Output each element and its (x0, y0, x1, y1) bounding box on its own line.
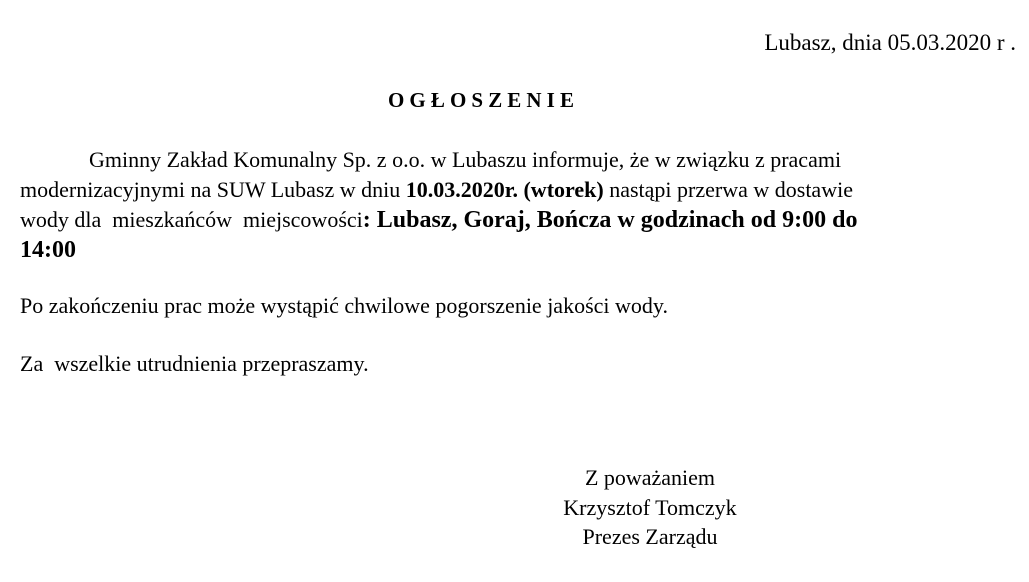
paragraph-line-1: Gminny Zakład Komunalny Sp. z o.o. w Lubaszu informuje, że w związku z pracami (89, 147, 842, 172)
outage-end-time: 14:00 (20, 237, 76, 263)
paragraph-line-3 (20, 205, 1010, 235)
announcement-paragraph (20, 145, 1010, 265)
place-date: Lubasz, dnia 05.03.2020 r . (764, 30, 1016, 55)
line2-text-before: modernizacyjnymi na SUW Lubasz w dniu (20, 177, 406, 202)
announcement-title: OGŁOSZENIE (388, 88, 580, 112)
outage-locations-hours: : Lubasz, Goraj, Bończa w godzinach od 9:00 do (362, 207, 858, 233)
apology-text: Za wszelkie utrudnienia przepraszamy. (20, 351, 369, 376)
signature-greeting: Z poważaniem (584, 465, 716, 490)
paragraph-line-2 (20, 175, 1010, 205)
signature-role: Prezes Zarządu (582, 524, 718, 549)
outage-date: 10.03.2020r. (wtorek) (405, 177, 604, 202)
line2-text-after: nastąpi przerwa w dostawie (603, 177, 853, 202)
signature-block (520, 463, 780, 552)
quality-notice: Po zakończeniu prac może wystąpić chwilowe pogorszenie jakości wody. (20, 293, 668, 318)
signature-name: Krzysztof Tomczyk (563, 494, 737, 520)
line3-text-before: wody dla mieszkańców miejscowości (20, 207, 363, 232)
